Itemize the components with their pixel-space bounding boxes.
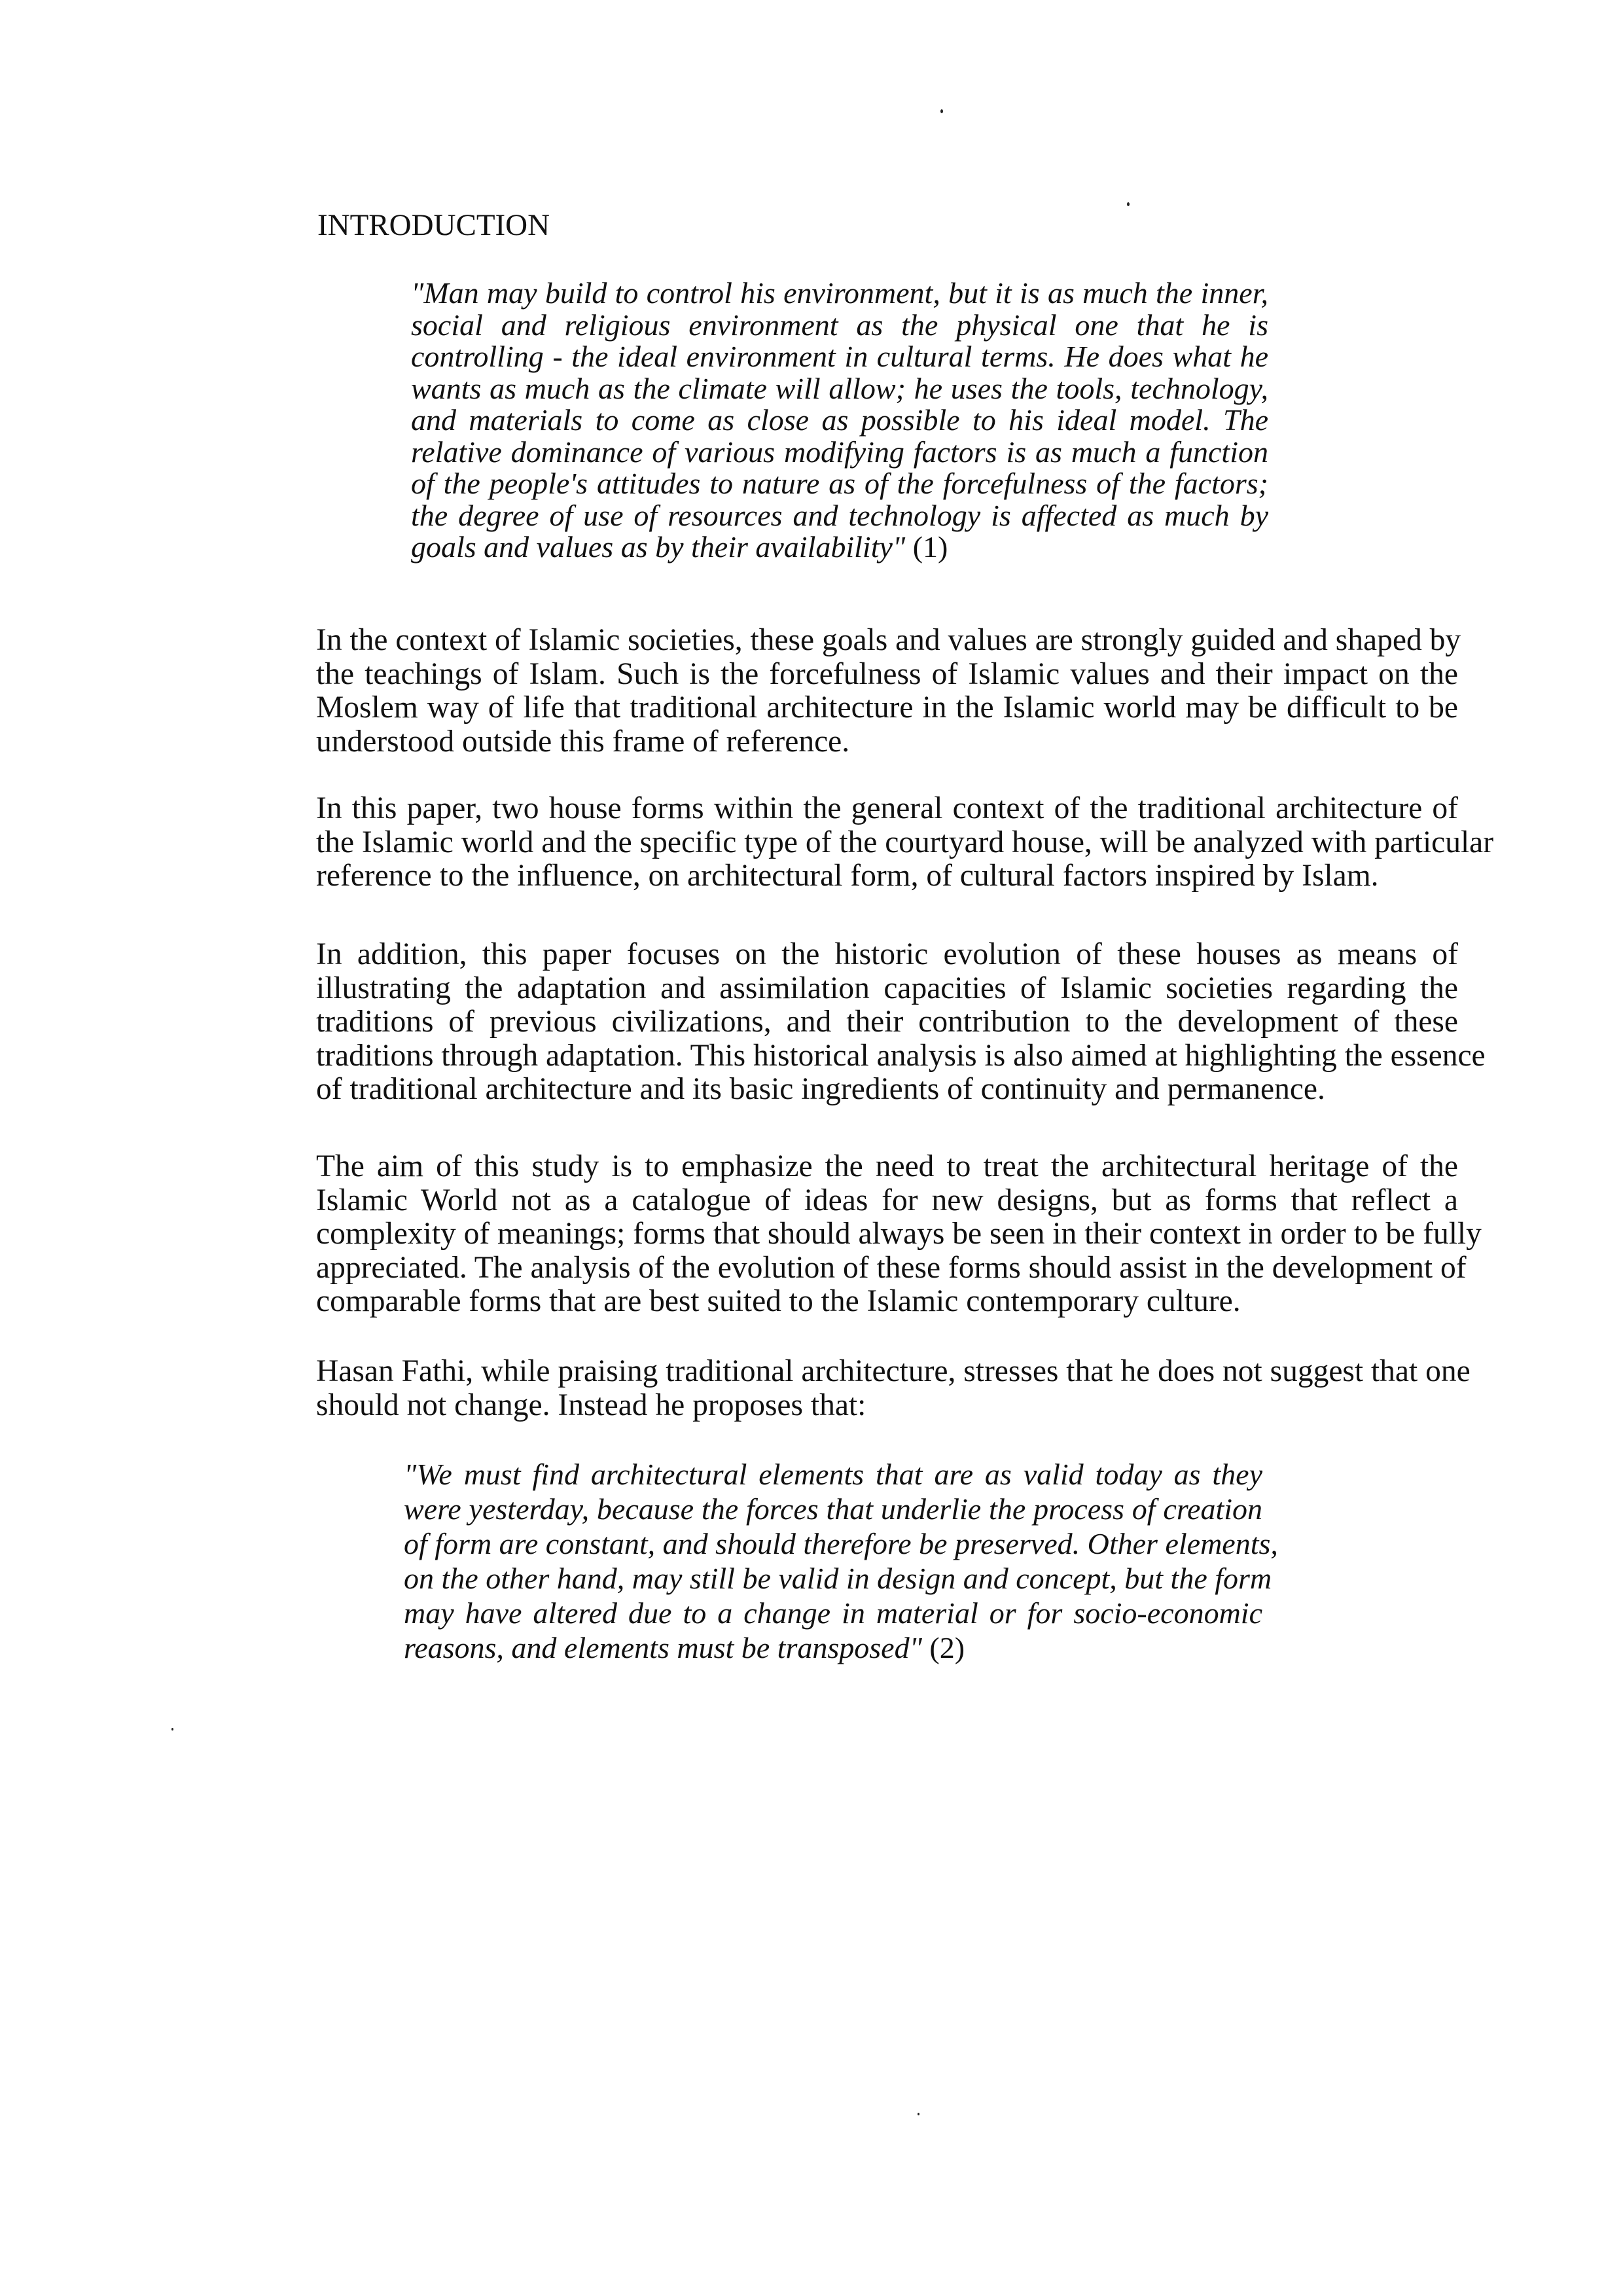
quote-line: and materials to come as close as possible to his ideal model. The [411, 403, 1268, 437]
quote-line: on the other hand, may still be valid in design and concept, but the form [404, 1562, 1272, 1595]
paragraph-line: traditions through adaptation. This historical analysis is also aimed at highlighting the essence [316, 1038, 1486, 1073]
paragraph-line: In addition, this paper focuses on the historic evolution of these houses as means of [316, 937, 1458, 971]
scan-speck [171, 1728, 173, 1731]
quote-line: of the people's attitudes to nature as of the forcefulness of the factors; [411, 467, 1268, 500]
quote-line: controlling - the ideal environment in cultural terms. He does what he [411, 340, 1268, 373]
quote-line: the degree of use of resources and technology is affected as much by [411, 498, 1268, 532]
scan-speck [940, 109, 943, 113]
citation-reference: (2) [921, 1631, 965, 1664]
quote-line: of form are constant, and should therefore be preserved. Other elements, [404, 1527, 1278, 1560]
paragraph-line: illustrating the adaptation and assimilation capacities of Islamic societies regarding the [316, 971, 1458, 1005]
section-heading: INTRODUCTION [317, 208, 550, 242]
paragraph-line: traditions of previous civilizations, and their contribution to the development of these [316, 1005, 1458, 1039]
quote-line: social and religious environment as the physical one that he is [411, 308, 1268, 342]
quote-line-last [411, 531, 1268, 564]
paragraph-line: Moslem way of life that traditional architecture in the Islamic world may be difficult to be [316, 691, 1458, 725]
paragraph-line: understood outside this frame of reference. [316, 724, 850, 759]
paragraph-line: comparable forms that are best suited to the Islamic contemporary culture. [316, 1284, 1241, 1318]
quote-text: goals and values as by their availability" [411, 530, 906, 564]
paragraph-2 [316, 791, 1494, 893]
paragraph-5 [316, 1354, 1471, 1422]
paragraph-line: of traditional architecture and its basic ingredients of continuity and permanence. [316, 1072, 1325, 1106]
quote-line: wants as much as the climate will allow; he uses the tools, technology, [411, 371, 1268, 405]
paragraph-1 [316, 623, 1461, 759]
paragraph-line: In the context of Islamic societies, these goals and values are strongly guided and shaped by [316, 623, 1461, 657]
quote-line: "Man may build to control his environment, but it is as much the inner, [411, 276, 1268, 310]
paragraph-line: Hasan Fathi, while praising traditional architecture, stresses that he does not suggest that one [316, 1354, 1471, 1388]
quote-line: "We must find architectural elements that are as valid today as they [404, 1458, 1262, 1491]
paragraph-line: complexity of meanings; forms that should always be seen in their context in order to be fully [316, 1217, 1482, 1251]
scan-speck [1127, 202, 1130, 206]
paragraph-line: the Islamic world and the specific type of the courtyard house, will be analyzed with particular [316, 825, 1494, 859]
quote-line: were yesterday, because the forces that underlie the process of creation [404, 1492, 1262, 1526]
citation-reference: (1) [905, 530, 948, 564]
block-quote-1 [411, 278, 1268, 564]
paragraph-line: appreciated. The analysis of the evolution of these forms should assist in the development of [316, 1250, 1467, 1285]
quote-line: relative dominance of various modifying factors is as much a function [411, 435, 1268, 469]
paragraph-line: Islamic World not as a catalogue of ideas for new designs, but as forms that reflect a [316, 1183, 1458, 1217]
paragraph-3 [316, 937, 1486, 1107]
paragraph-4 [316, 1149, 1482, 1319]
quote-line-last [404, 1630, 1262, 1665]
scan-speck [918, 2113, 919, 2115]
paragraph-line: The aim of this study is to emphasize the need to treat the architectural heritage of the [316, 1149, 1458, 1183]
paragraph-line: reference to the influence, on architectural form, of cultural factors inspired by Islam. [316, 859, 1379, 893]
quote-text: reasons, and elements must be transposed" [404, 1631, 922, 1664]
paragraph-line: In this paper, two house forms within the general context of the traditional architecture of [316, 791, 1458, 825]
paragraph-line: the teachings of Islam. Such is the forcefulness of Islamic values and their impact on the [316, 656, 1458, 691]
quote-line: may have altered due to a change in material or for socio-economic [404, 1596, 1262, 1630]
paragraph-line: should not change. Instead he proposes that: [316, 1388, 866, 1422]
block-quote-2 [404, 1457, 1278, 1665]
